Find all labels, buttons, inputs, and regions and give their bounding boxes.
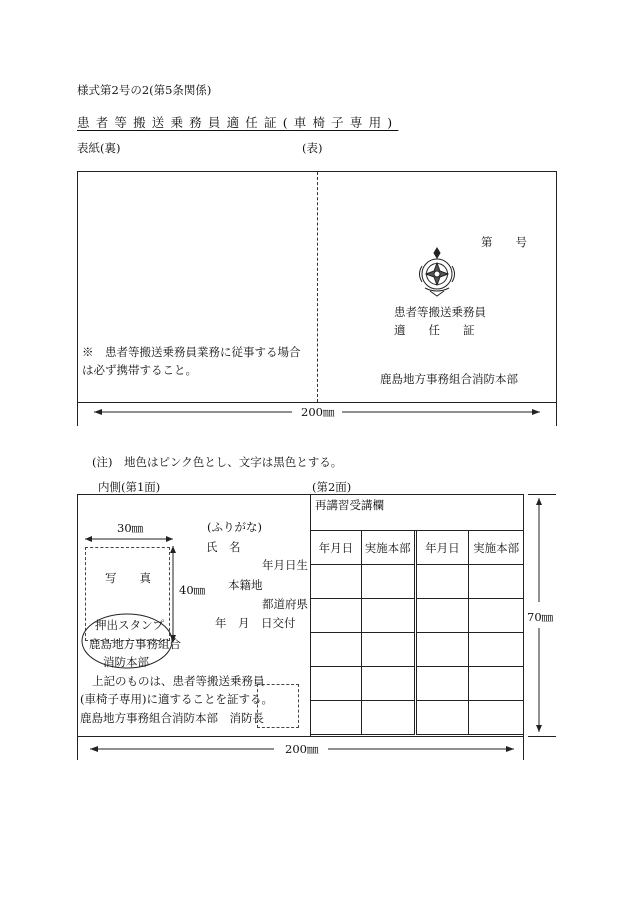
table-cell[interactable] xyxy=(311,565,362,599)
notice-line-2: は必ず携帯すること。 xyxy=(82,363,197,377)
table-cell[interactable] xyxy=(361,667,415,701)
photo-label: 写 真 xyxy=(105,571,151,585)
statement-line-1: 上記のものは、患者等搬送乗務員 xyxy=(92,674,265,688)
table-row xyxy=(311,701,524,735)
retraining-title: 再講習受講欄 xyxy=(315,498,384,512)
table-cell[interactable] xyxy=(469,701,524,735)
table-cell[interactable] xyxy=(361,599,415,633)
color-note: (注) 地色はピンク色とし、文字は黒色とする。 xyxy=(92,455,343,469)
inner-extension-right xyxy=(523,736,524,760)
table-cell[interactable] xyxy=(469,667,524,701)
table-cell[interactable] xyxy=(415,701,469,735)
stamp-line-2: 鹿島地方事務組合 xyxy=(89,637,181,651)
table-cell[interactable] xyxy=(469,599,524,633)
cover-extension-left xyxy=(77,402,78,426)
table-cell[interactable] xyxy=(469,565,524,599)
table-cell[interactable] xyxy=(415,565,469,599)
stamp-line-3: 消防本部 xyxy=(103,655,149,669)
table-cell[interactable] xyxy=(415,599,469,633)
official-seal-area xyxy=(257,684,299,728)
table-row xyxy=(311,599,524,633)
photo-height-label: 40㎜ xyxy=(179,583,206,597)
height-tick-bottom xyxy=(528,736,556,737)
domicile-label: 本籍地 xyxy=(228,578,263,592)
label-cover-back: 表紙(裏) xyxy=(77,141,121,155)
height-tick-top xyxy=(528,494,556,495)
retraining-table xyxy=(310,530,524,735)
table-cell[interactable] xyxy=(311,633,362,667)
cert-line-2: 適 任 証 xyxy=(394,323,475,337)
table-cell[interactable] xyxy=(311,701,362,735)
birth-date-label: 年月日生 xyxy=(262,558,308,572)
cover-width-label: 200㎜ xyxy=(301,405,335,419)
inner-width-label: 200㎜ xyxy=(285,742,319,756)
fire-department-emblem-icon xyxy=(416,244,458,298)
inner-height-label: 70㎜ xyxy=(527,610,554,624)
document-title: 患者等搬送乗務員適任証(車椅子専用) xyxy=(77,115,399,130)
notice-line-1: ※ 患者等搬送乗務員業務に従事する場合 xyxy=(82,345,301,359)
table-cell[interactable] xyxy=(311,599,362,633)
table-cell[interactable] xyxy=(415,633,469,667)
table-row xyxy=(311,667,524,701)
statement-line-2: (車椅子専用)に適することを証する。 xyxy=(80,692,273,706)
table-cell[interactable] xyxy=(361,701,415,735)
table-cell[interactable] xyxy=(311,667,362,701)
label-page-1: 内側(第1面) xyxy=(98,480,161,494)
cover-extension-right xyxy=(556,402,557,426)
issue-date-label: 年 月 日交付 xyxy=(215,616,296,630)
cover-fold-line xyxy=(317,172,318,402)
table-header-row xyxy=(311,531,524,565)
col-date-1: 年月日 xyxy=(311,531,362,565)
inner-extension-left xyxy=(77,736,78,760)
name-label: 氏 名 xyxy=(206,540,241,554)
col-hq-1: 実施本部 xyxy=(361,531,415,565)
label-cover-front: (表) xyxy=(302,141,323,155)
number-label: 第 号 xyxy=(481,235,527,249)
table-cell[interactable] xyxy=(361,633,415,667)
table-row xyxy=(311,565,524,599)
table-cell[interactable] xyxy=(361,565,415,599)
col-date-2: 年月日 xyxy=(415,531,469,565)
photo-width-label: 30㎜ xyxy=(117,521,144,535)
prefecture-label: 都道府県 xyxy=(262,597,308,611)
stamp-line-1: 押出スタンプ xyxy=(95,618,164,632)
col-hq-2: 実施本部 xyxy=(469,531,524,565)
form-number: 様式第2号の2(第5条関係) xyxy=(77,83,212,97)
table-cell[interactable] xyxy=(469,633,524,667)
signer-line: 鹿島地方事務組合消防本部 消防長 xyxy=(80,711,264,725)
table-row xyxy=(311,633,524,667)
furigana-label: (ふりがな) xyxy=(207,520,262,534)
cert-line-1: 患者等搬送乗務員 xyxy=(394,305,486,319)
issuer-name: 鹿島地方事務組合消防本部 xyxy=(380,372,518,386)
photo-width-arrow xyxy=(84,533,174,545)
table-cell[interactable] xyxy=(415,667,469,701)
label-page-2: (第2面) xyxy=(312,480,352,494)
